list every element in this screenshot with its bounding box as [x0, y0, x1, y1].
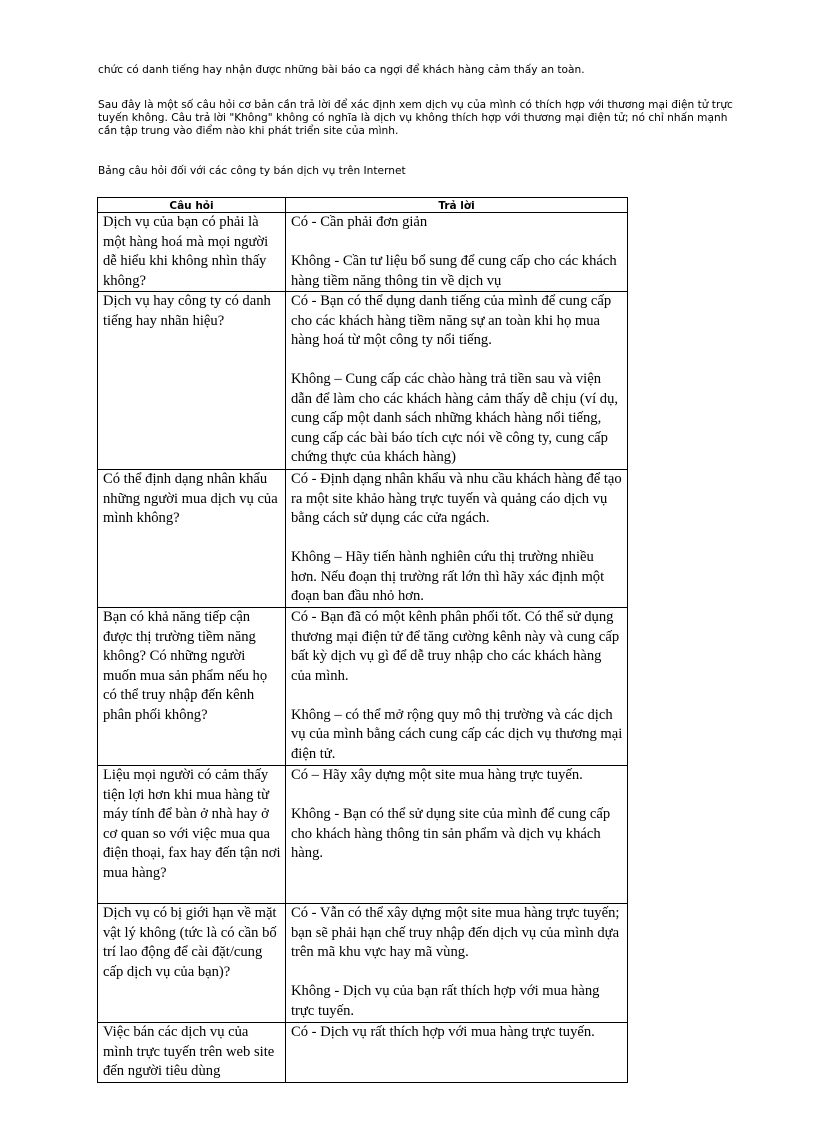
table-row — [98, 766, 628, 904]
question-cell: Dịch vụ có bị giới hạn về mặt vật lý không (tức là có cần bố trí lao động để cài đặt/cung cấp dịch vụ của bạn)? — [98, 904, 286, 1023]
question-cell: Dịch vụ của bạn có phải là một hàng hoá mà mọi người dễ hiểu khi không nhìn thấy không? — [98, 213, 286, 292]
question-cell: Bạn có khả năng tiếp cận được thị trường tiềm năng không? Có những người muốn mua sản phẩm nếu họ có thể truy nhập đến kênh phân phối không? — [98, 608, 286, 766]
answer-yes: Có – Hãy xây dựng một site mua hàng trực tuyến. — [291, 767, 583, 783]
table-row — [98, 904, 628, 1023]
answer-cell — [286, 1023, 628, 1083]
answer-no: Không - Cần tư liệu bổ sung để cung cấp cho các khách hàng tiềm năng thông tin về dịch vụ — [291, 253, 617, 289]
question-cell: Việc bán các dịch vụ của mình trực tuyến trên web site đến người tiêu dùng — [98, 1023, 286, 1083]
answer-cell — [286, 766, 628, 904]
intro-paragraph-line: tuyến không. Câu trả lời "Không" không có nghĩa là dịch vụ không thích hợp với thương mại điện tử; nó chỉ nhấn mạnh — [98, 112, 728, 124]
answer-no: Không – có thể mở rộng quy mô thị trường và các dịch vụ của mình bằng cách cung cấp các dịch vụ thương mại điện tử. — [291, 706, 623, 762]
intro-paragraph-line: Sau đây là một số câu hỏi cơ bản cần trả lời để xác định xem dịch vụ của mình có thích hợp với thương mại điện tử trực — [98, 99, 733, 111]
intro-line: chức có danh tiếng hay nhận được những bài báo ca ngợi để khách hàng cảm thấy an toàn. — [98, 64, 585, 76]
table-row — [98, 470, 628, 608]
table-row — [98, 292, 628, 470]
answer-yes: Có - Bạn đã có một kênh phân phối tốt. Có thể sử dụng thương mại điện tử để tăng cường kênh này và cung cấp bất kỳ dịch vụ gì để dễ truy nhập cho các khách hàng của mình. — [291, 609, 620, 684]
answer-no: Không – Hãy tiến hành nghiên cứu thị trường nhiều hơn. Nếu đoạn thị trường rất lớn thì hãy xác định một đoạn ban đầu nhỏ hơn. — [291, 549, 605, 604]
answer-no: Không - Dịch vụ của bạn rất thích hợp với mua hàng trực tuyến. — [291, 983, 600, 1019]
table-caption: Bảng câu hỏi đối với các công ty bán dịch vụ trên Internet — [98, 165, 406, 177]
answer-yes: Có - Bạn có thể dụng danh tiếng của mình để cung cấp cho các khách hàng tiềm năng sự an toàn khi họ mua hàng hoá từ một công ty nổi tiếng. — [291, 293, 612, 348]
table-row — [98, 1023, 628, 1083]
table-row — [98, 608, 628, 766]
answer-no: Không – Cung cấp các chào hàng trả tiền sau và viện dẫn để làm cho các khách hàng cảm thấy dễ chịu (ví dụ, cung cấp một danh sách những khách hàng nổi tiếng, cung cấp các bài báo tích cực nói về công ty, cung cấp chứng thực của khách hàng) — [291, 371, 619, 465]
answer-cell — [286, 608, 628, 766]
answer-cell — [286, 292, 628, 470]
answer-yes: Có - Định dạng nhân khẩu và nhu cầu khách hàng để tạo ra một site khảo hàng trực tuyến và quảng cáo dịch vụ bằng cách sử dụng các cửa ngách. — [291, 471, 622, 526]
table-header-row — [98, 198, 628, 213]
table-row — [98, 213, 628, 292]
question-cell: Dịch vụ hay công ty có danh tiếng hay nhãn hiệu? — [98, 292, 286, 470]
answer-yes: Có - Cần phải đơn giản — [291, 214, 428, 230]
question-cell: Liệu mọi người có cảm thấy tiện lợi hơn khi mua hàng từ máy tính để bàn ở nhà hay ở cơ quan so với việc mua qua điện thoại, fax hay đến tận nơi mua hàng? — [98, 766, 286, 904]
answer-yes: Có - Vẫn có thể xây dựng một site mua hàng trực tuyến; bạn sẽ phải hạn chế truy nhập đến dịch vụ của mình dựa trên mã khu vực hay mã vùng. — [291, 905, 620, 960]
intro-paragraph-line: cần tập trung vào điểm nào khi phát triển site của mình. — [98, 125, 399, 137]
answer-no: Không - Bạn có thể sử dụng site của mình để cung cấp cho khách hàng thông tin sản phẩm và dịch vụ khách hàng. — [291, 806, 611, 861]
answer-yes: Có - Dịch vụ rất thích hợp với mua hàng trực tuyến. — [291, 1024, 595, 1040]
intro-paragraph — [98, 99, 798, 138]
question-cell: Có thể định dạng nhân khẩu những người mua dịch vụ của mình không? — [98, 470, 286, 608]
header-question: Câu hỏi — [98, 198, 286, 213]
answer-cell — [286, 470, 628, 608]
header-answer: Trả lời — [286, 198, 628, 213]
question-table — [97, 197, 628, 1083]
answer-cell — [286, 213, 628, 292]
answer-cell — [286, 904, 628, 1023]
